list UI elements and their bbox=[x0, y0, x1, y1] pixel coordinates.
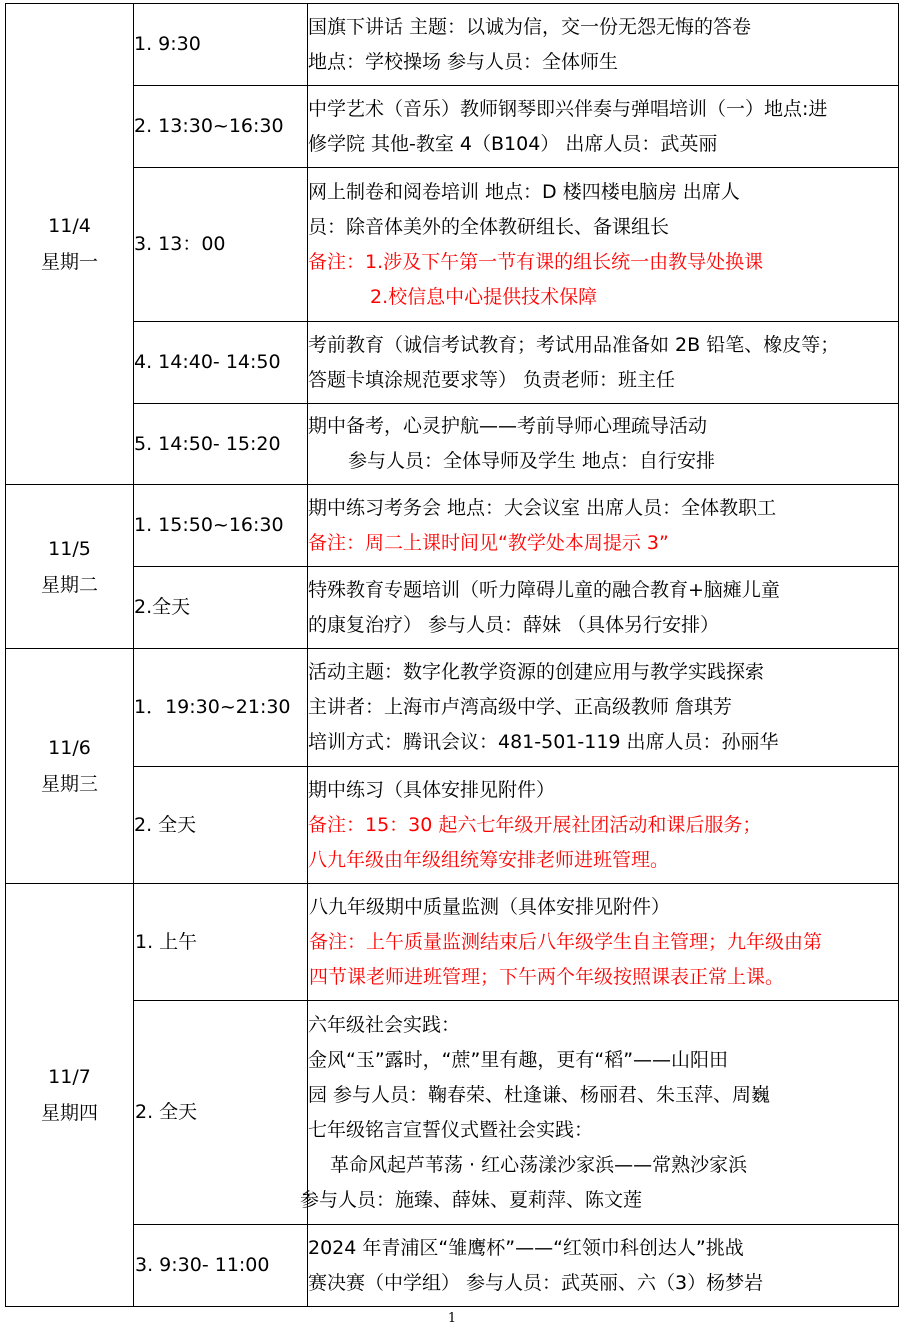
weekday: 星期三 bbox=[40, 773, 98, 795]
description-line: 期中备考，心灵护航——考前导师心理疏导活动 bbox=[308, 415, 708, 437]
description-line: 国旗下讲话 主题：以诚为信，交一份无怨无悔的答卷 bbox=[308, 15, 752, 38]
description-cell bbox=[308, 404, 899, 485]
time-cell: 3. 9:30- 11:00 bbox=[134, 1225, 308, 1307]
description-cell bbox=[308, 168, 899, 322]
description-line: 员：除音体美外的全体教研组长、备课组长 bbox=[308, 215, 670, 238]
date: 11/6 bbox=[48, 737, 91, 759]
description-line: 中学艺术（音乐）教师钢琴即兴伴奏与弹唱培训（一）地点:进 bbox=[308, 97, 828, 120]
time-cell: 5. 14:50- 15:20 bbox=[134, 404, 308, 485]
schedule-row bbox=[6, 1001, 899, 1225]
description-line: 2024 年青浦区“雏鹰杯”——“红领巾科创达人”挑战 bbox=[308, 1236, 744, 1259]
schedule-row bbox=[6, 86, 899, 168]
time-cell: 2. 全天 bbox=[134, 767, 308, 884]
description-line: 网上制卷和阅卷培训 地点：D 楼四楼电脑房 出席人 bbox=[308, 180, 740, 203]
description-cell bbox=[308, 1225, 899, 1307]
time-cell: 2.全天 bbox=[134, 567, 308, 649]
weekday: 星期四 bbox=[40, 1102, 98, 1124]
description-line: 地点：学校操场 参与人员：全体师生 bbox=[308, 50, 619, 73]
description-line: 考前教育（诚信考试教育；考试用品准备如 2B 铅笔、橡皮等； bbox=[308, 333, 840, 356]
note-line: 备注：上午质量监测结束后八年级学生自主管理；九年级由第 bbox=[309, 930, 823, 953]
description-line: 六年级社会实践： bbox=[308, 1013, 461, 1036]
time-cell: 4. 14:40- 14:50 bbox=[134, 322, 308, 404]
schedule-row bbox=[6, 322, 899, 404]
description-cell bbox=[300, 1001, 899, 1225]
time-cell: 2. 13:30~16:30 bbox=[134, 86, 308, 168]
date-cell bbox=[6, 485, 134, 649]
description-cell bbox=[308, 567, 899, 649]
description-line: 答题卡填涂规范要求等） 负责老师：班主任 bbox=[308, 368, 676, 391]
schedule-row bbox=[6, 767, 899, 884]
note-line: 八九年级由年级组统筹安排老师进班管理。 bbox=[308, 848, 670, 871]
schedule-row bbox=[6, 567, 899, 649]
date: 11/7 bbox=[48, 1066, 91, 1088]
date-cell bbox=[6, 884, 134, 1307]
note-line: 四节课老师进班管理；下午两个年级按照课表正常上课。 bbox=[309, 965, 785, 988]
description-line: 参与人员：施臻、薛妹、夏莉萍、陈文莲 bbox=[300, 1188, 643, 1211]
schedule-table bbox=[5, 3, 899, 1307]
note-line: 2.校信息中心提供技术保障 bbox=[370, 285, 598, 308]
date-cell bbox=[6, 4, 134, 485]
schedule-row bbox=[6, 884, 899, 1001]
description-cell bbox=[308, 767, 899, 884]
description-cell bbox=[308, 649, 899, 767]
description-line: 培训方式：腾讯会议：481-501-119 出席人员：孙丽华 bbox=[308, 731, 779, 753]
description-line: 的康复治疗） 参与人员：薛妹 （具体另行安排） bbox=[308, 613, 720, 636]
description-line: 参与人员：全体导师及学生 地点：自行安排 bbox=[348, 450, 716, 472]
date-cell bbox=[6, 649, 134, 884]
description-line: 金风“玉”露时，“蔗”里有趣，更有“稻”——山阳田 bbox=[308, 1048, 729, 1071]
date: 11/5 bbox=[48, 537, 91, 560]
description-cell bbox=[308, 4, 899, 86]
description-line: 八九年级期中质量监测（具体安排见附件） bbox=[309, 895, 671, 918]
time-cell: 2. 全天 bbox=[134, 1001, 308, 1225]
time-cell: 1. 上午 bbox=[134, 884, 308, 1001]
description-line: 期中练习（具体安排见附件） bbox=[308, 778, 556, 801]
description-line: 园 参与人员：鞠春荣、杜逢谦、杨丽君、朱玉萍、周巍 bbox=[308, 1083, 771, 1106]
schedule-row bbox=[6, 1225, 899, 1307]
description-line: 七年级铭言宣誓仪式暨社会实践： bbox=[308, 1118, 594, 1141]
description-cell bbox=[308, 884, 899, 1001]
description-line: 主讲者：上海市卢湾高级中学、正高级教师 詹琪芳 bbox=[308, 696, 733, 718]
description-cell bbox=[308, 322, 899, 404]
description-cell bbox=[308, 86, 899, 168]
weekday: 星期一 bbox=[40, 251, 98, 273]
date: 11/4 bbox=[48, 215, 91, 237]
time-cell: 1．19:30~21:30 bbox=[134, 649, 308, 767]
description-line: 修学院 其他-教室 4（B104） 出席人员：武英丽 bbox=[308, 132, 718, 155]
description-line: 活动主题：数字化教学资源的创建应用与教学实践探索 bbox=[308, 661, 765, 683]
schedule-row bbox=[6, 168, 899, 322]
description-cell bbox=[308, 485, 899, 567]
time-cell: 3. 13：00 bbox=[134, 168, 308, 322]
schedule-row bbox=[6, 649, 899, 767]
description-line: 特殊教育专题培训（听力障碍儿童的融合教育+脑瘫儿童 bbox=[308, 578, 780, 601]
description-line: 赛决赛（中学组） 参与人员：武英丽、六（3）杨梦岩 bbox=[308, 1271, 764, 1294]
description-line: 革命风起芦苇荡 · 红心荡漾沙家浜——常熟沙家浜 bbox=[330, 1153, 748, 1176]
schedule-row bbox=[6, 4, 899, 86]
note-line: 备注：1.涉及下午第一节有课的组长统一由教导处换课 bbox=[308, 250, 764, 273]
schedule-row bbox=[6, 404, 899, 485]
description-line: 期中练习考务会 地点：大会议室 出席人员：全体教职工 bbox=[308, 496, 777, 519]
note-line: 备注：15：30 起六七年级开展社团活动和课后服务； bbox=[308, 813, 762, 836]
schedule-row bbox=[6, 485, 899, 567]
page-number: 1 bbox=[447, 1311, 457, 1326]
time-cell: 1. 15:50~16:30 bbox=[134, 485, 308, 567]
note-line: 备注：周二上课时间见“教学处本周提示 3” bbox=[308, 531, 669, 554]
time-cell: 1. 9:30 bbox=[134, 4, 308, 86]
weekday: 星期二 bbox=[40, 573, 98, 596]
